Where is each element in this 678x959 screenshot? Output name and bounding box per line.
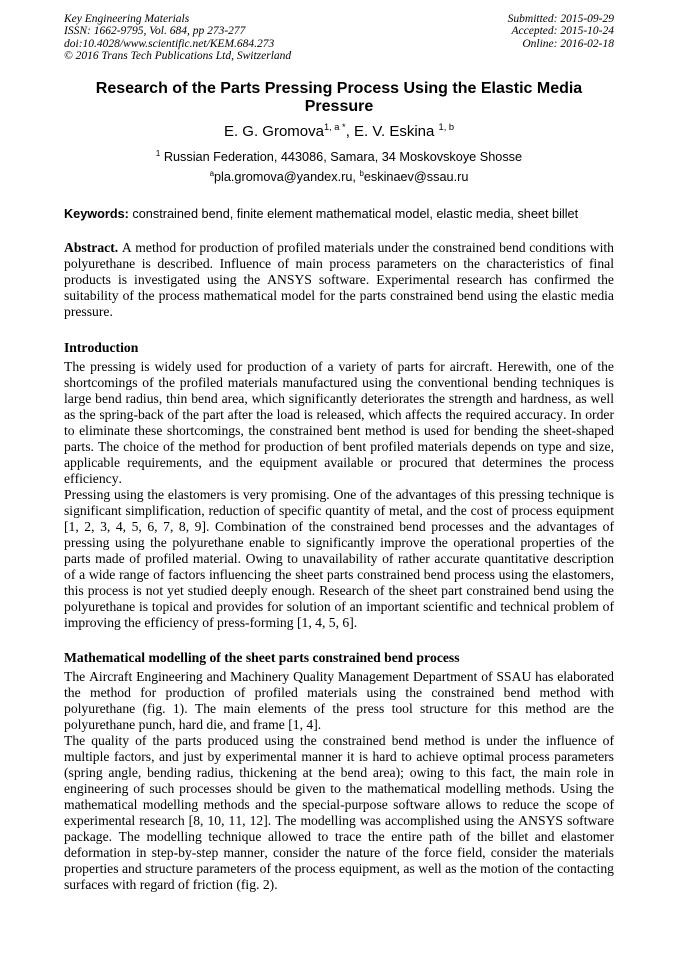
paragraph: Pressing using the elastomers is very promising. One of the advantages of this pressing technique is significant simplification, reduction of specific quantity of metal, and the cost of process equipment [1, 2, 3, 4, 5, 6, 7, 8, 9]. Combination of the constrained bend processes and the advantages of pressing using the polyurethane enable to significantly improve the operational properties of the parts made of profiled material. Owing to unavailability of rather accurate quantitative description of a wide range of factors influencing the sheet parts constrained bend process using the elastomers, this process is not yet studied deeply enough. Research of the sheet part constrained bend using the polyurethane is topical and provides for solution of an important scientific and technical problem of improving the efficiency of press-forming [1, 4, 5, 6].: [64, 487, 614, 630]
copyright-line: © 2016 Trans Tech Publications Ltd, Switzerland: [64, 49, 292, 62]
publication-dates: [508, 13, 614, 50]
email-separator: ,: [352, 170, 360, 184]
paragraph: The Aircraft Engineering and Machinery Quality Management Department of SSAU has elaborated the method for production of profiled materials using the constrained bend method with polyurethane (fig. 1). The main elements of the press tool structure for this method are the polyurethane punch, hard die, and frame [1, 4].: [64, 669, 614, 732]
keywords-label: Keywords:: [64, 207, 129, 221]
abstract: [64, 240, 614, 320]
article-body: [64, 240, 614, 893]
journal-name: Key Engineering Materials: [64, 13, 190, 25]
paper-title: Research of the Parts Pressing Process Using the Elastic Media Pressure: [95, 80, 583, 115]
journal-info: [64, 13, 291, 62]
author-name: E. V. Eskina: [354, 123, 435, 140]
section-heading-introduction: Introduction: [64, 340, 139, 355]
author-separator: ,: [345, 123, 355, 140]
submitted-date: Submitted: 2015-09-29: [507, 13, 614, 25]
accepted-date: Accepted: 2015-10-24: [511, 25, 614, 38]
email-address: pla.gromova@yandex.ru: [213, 170, 353, 184]
email-marker: a: [209, 169, 214, 179]
doi-line: doi:10.4028/www.scientific.net/KEM.684.273: [64, 37, 275, 50]
email-address: eskinaev@ssau.ru: [363, 170, 469, 184]
author-affiliation-marker: 1, a *: [323, 122, 346, 133]
author-name: E. G. Gromova: [223, 123, 324, 140]
author-emails: [64, 169, 614, 185]
section-heading-mathematical-modelling: Mathematical modelling of the sheet parts constrained bend process: [64, 650, 460, 665]
email-marker: b: [359, 169, 364, 179]
affiliation: [64, 149, 614, 165]
paragraph: The quality of the parts produced using the constrained bend method is under the influence of multiple factors, and just by experimental manner it is hard to achieve optimal process parameters (spring angle, bending radius, thickening at the bend area); owing to this fact, the main role in engineering of such processes should be given to the mathematical modelling methods. Using the mathematical modelling methods and the special-purpose software allows to reduce the scope of experimental research [8, 10, 11, 12]. The modelling was accomplished using the ANSYS software package. The modelling technique allowed to trace the entire path of the billet and elastomer deformation in step-by-step manner, consider the nature of the force field, consider the materials properties and structure parameters of the process equipment, as well as the motion of the contacting surfaces with regard of friction (fig. 2).: [64, 733, 614, 892]
abstract-label: Abstract.: [64, 240, 119, 255]
paragraph: The pressing is widely used for production of a variety of parts for aircraft. Herewith, one of the shortcomings of the profiled materials manufactured using the conventional bending techniques is large bend radius, thin bend area, which significantly deteriorates the strength and hardness, as well as the spring-back of the part after the load is released, which affects the required accuracy. In order to eliminate these shortcomings, the constrained bent method is used for bending the sheet-shaped parts. The choice of the method for production of bent profiled materials depends on type and size, applicable requirements, and the equipment available or procured that determines the process efficiency.: [64, 359, 614, 486]
affiliation-text: Russian Federation, 443086, Samara, 34 Moskovskoye Shosse: [163, 150, 523, 164]
keywords-text: constrained bend, finite element mathematical model, elastic media, sheet billet: [132, 207, 579, 221]
issn-line: ISSN: 1662-9795, Vol. 684, pp 273-277: [64, 25, 246, 38]
author-affiliation-marker: 1, b: [438, 122, 455, 133]
affiliation-marker: 1: [155, 149, 161, 159]
online-date: Online: 2016-02-18: [522, 37, 614, 50]
author-list: [64, 123, 614, 140]
abstract-text: A method for production of profiled materials under the constrained bend conditions with polyurethane is described. Influence of main process parameters on the characteristics of final products is investigated using the ANSYS software. Experimental research has confirmed the suitability of the process mathematical model for the parts constrained bend using the elastic media pressure.: [64, 240, 614, 319]
keywords: [64, 206, 614, 222]
